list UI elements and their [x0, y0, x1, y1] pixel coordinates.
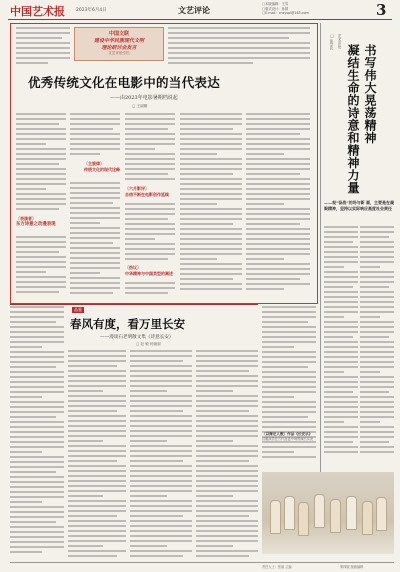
- footer-right: 第四版 版面编辑: [340, 565, 364, 569]
- second-article-subtitle: ——漫谈石老明散文集《诗意长安》: [100, 335, 174, 340]
- lead-column-4: [180, 113, 242, 299]
- lead-column-1: [16, 113, 66, 214]
- contact-line: □版式设计：孙婧: [262, 6, 289, 11]
- side-headline-tag: 〔表演者〕: [16, 216, 36, 221]
- dancer-figure: [376, 497, 387, 531]
- theory-banner: [74, 27, 164, 61]
- lead-column-2b: [70, 182, 120, 298]
- contact-line: □本版编辑：王雪: [262, 2, 289, 6]
- right-author-tag: □ 张学民: [330, 34, 334, 50]
- dancer-figure: [346, 496, 357, 530]
- dancer-figure: [362, 501, 373, 535]
- stage-photo: [262, 472, 394, 554]
- lead-column-2: [70, 113, 120, 161]
- second-article-rule: [10, 304, 258, 305]
- lead-author: □ 王丽娜: [132, 104, 148, 108]
- second-article-author: □ 赵 敏 杨琼丽: [136, 342, 161, 346]
- lead-column-1c: [16, 236, 66, 298]
- right-pull-quote: [324, 200, 394, 211]
- banner-line: 理论研讨会发言: [101, 45, 137, 51]
- dancer-figure: [314, 494, 325, 528]
- lead-column-2-sub: [84, 161, 122, 173]
- subhead-title: 自信不断在电影创作延续: [125, 192, 169, 197]
- footer-left: 责任人士：张丽 主编: [262, 565, 292, 569]
- right-text-col-1: [324, 226, 358, 466]
- lead-column-5: [246, 113, 310, 299]
- dancer-figure: [270, 500, 281, 534]
- newspaper-logo: 中国艺术报: [10, 5, 65, 18]
- second-article-left-col: [10, 306, 64, 562]
- page-number: 3: [376, 1, 387, 19]
- banner-line: 文艺评论专栏: [108, 51, 130, 55]
- right-headline-1: 书写伟大晃荡精神: [363, 44, 377, 144]
- banner-line: 中国文联: [108, 31, 129, 37]
- subhead-tag: 〔六月影评〕: [125, 186, 149, 191]
- lead-column-3c: [125, 282, 175, 298]
- side-headline-tag: 〔主旋律〕: [84, 161, 104, 166]
- footer-rule: [10, 562, 394, 563]
- lead-column-1b: [16, 216, 66, 228]
- section-title: 文艺评论: [178, 5, 210, 15]
- lead-subtitle: ——由2023年电影暑期档说起: [110, 95, 178, 101]
- dancer-figure: [284, 496, 295, 530]
- pull-quote-text: ——观“奋战”的场与新 画，主要是在凝聚精神，坚持以实际响应高度社会责任: [324, 200, 394, 211]
- right-column-label: 艺术评论: [338, 34, 342, 49]
- subhead-tag: 〔热议〕: [125, 265, 141, 270]
- banner-line: 建设中华民族现代文明: [93, 38, 144, 44]
- right-upper-text: [324, 44, 330, 194]
- right-text-col-2: [360, 226, 394, 466]
- issue-date: 2023年6月4日: [76, 8, 107, 13]
- lead-title: 优秀传统文化在电影中的当代表达: [28, 75, 221, 90]
- subhead-title: 中华精神与中国类型的阐述: [125, 271, 173, 276]
- right-headline-2: 凝结生命的诗意和精神力量: [346, 44, 360, 194]
- second-article-title: 春风有度，看万里长安: [70, 317, 185, 331]
- lead-intro-right: [168, 27, 310, 69]
- mid-subhead-2: [125, 265, 175, 277]
- lead-intro-left: [16, 27, 70, 69]
- dancer-figure: [298, 502, 309, 536]
- photo-caption-title: 〔以舞定人数〕作品《长安乐》: [262, 432, 313, 436]
- contact-line: □E-mail：cnsyspl@163.com: [262, 11, 309, 16]
- second-article-col-1: [68, 350, 126, 562]
- lead-column-3b: [125, 203, 175, 265]
- second-article-col-2: [130, 350, 192, 562]
- right-column-divider: [320, 23, 321, 473]
- second-article-col-3: [196, 350, 258, 562]
- second-article-tag: 品鉴: [74, 307, 82, 312]
- mid-right-text: [262, 306, 316, 466]
- masthead: [0, 0, 400, 22]
- lead-column-3: [125, 113, 175, 185]
- side-headline-title: 传统文化的现代诠释: [84, 167, 120, 172]
- mid-subhead-1: [125, 186, 175, 198]
- photo-caption: [262, 432, 318, 442]
- side-headline-title: 东方诗意之动漫表现: [16, 222, 56, 227]
- photo-caption-text: 汉服演员在古代宫廷中场景演出实况: [262, 437, 313, 441]
- editor-contacts: [262, 2, 309, 16]
- dancer-figure: [330, 499, 341, 533]
- masthead-rule: [8, 19, 392, 20]
